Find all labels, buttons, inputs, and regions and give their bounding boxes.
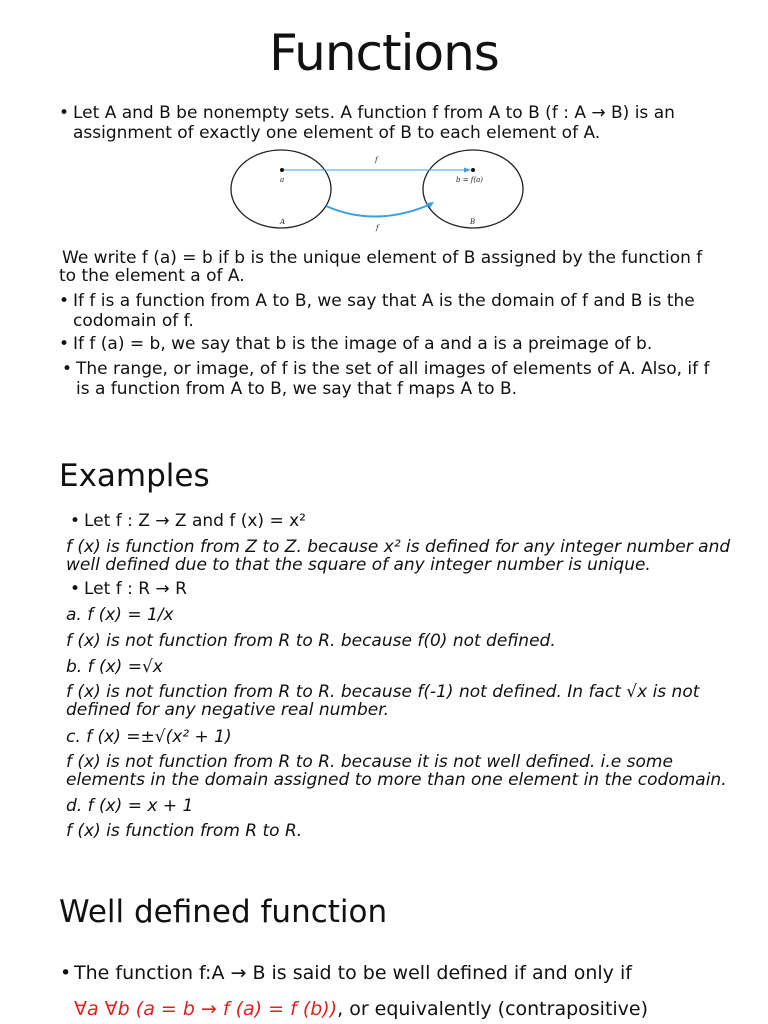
range-line-2: is a function from A to B, we say that f maps A to B. bbox=[76, 379, 518, 399]
set-b-ellipse bbox=[423, 150, 523, 228]
label-a: a bbox=[280, 176, 285, 184]
example-a-definition: a. f (x) = 1/x bbox=[66, 605, 174, 625]
domain-line-1: • If f is a function from A to B, we say that A is the domain of f and B is the bbox=[73, 291, 695, 311]
example-1-line-1: f (x) is function from Z to Z. because x² is defined for any integer number and bbox=[66, 537, 731, 557]
point-a bbox=[280, 168, 284, 172]
image-bullet: • If f (a) = b, we say that b is the image of a and a is a preimage of b. bbox=[73, 334, 652, 354]
examples-heading: Examples bbox=[59, 458, 210, 494]
curved-arrow bbox=[326, 204, 431, 217]
set-a-ellipse bbox=[231, 150, 331, 228]
page-title: Functions bbox=[269, 24, 499, 82]
well-defined-formula: ∀a ∀b (a = b → f (a) = f (b)) bbox=[74, 998, 338, 1020]
notation-line-1: We write f (a) = b if b is the unique element of B assigned by the function f bbox=[62, 248, 703, 268]
example-1-bullet: • Let f : Z → Z and f (x) = x² bbox=[84, 511, 306, 531]
function-mapping-diagram bbox=[226, 148, 538, 234]
domain-line-2: codomain of f. bbox=[73, 311, 194, 331]
range-bullet bbox=[76, 359, 710, 399]
example-a-note: f (x) is not function from R to R. because f(0) not defined. bbox=[66, 631, 556, 651]
example-d-note: f (x) is function from R to R. bbox=[66, 821, 303, 841]
mapping-arrowhead bbox=[464, 168, 471, 173]
example-b-note-2: defined for any negative real number. bbox=[66, 700, 390, 720]
well-defined-heading: Well defined function bbox=[59, 894, 388, 930]
notation-line-2: to the element a of A. bbox=[59, 266, 245, 286]
definition-bullet bbox=[73, 103, 675, 143]
label-f-bottom: f bbox=[376, 224, 379, 232]
example-2-bullet: • Let f : R → R bbox=[84, 579, 187, 599]
well-defined-bullet: • The function f:A → B is said to be well defined if and only if bbox=[74, 962, 632, 984]
label-set-a: A bbox=[280, 218, 286, 226]
example-c-note-1: f (x) is not function from R to R. because it is not well defined. i.e some bbox=[66, 752, 673, 772]
range-line-1: • The range, or image, of f is the set of all images of elements of A. Also, if f bbox=[76, 359, 710, 379]
example-d-definition: d. f (x) = x + 1 bbox=[66, 796, 194, 816]
example-c-note-2: elements in the domain assigned to more than one element in the codomain. bbox=[66, 770, 727, 790]
definition-line-1: • Let A and B be nonempty sets. A function f from A to B (f : A → B) is an bbox=[73, 103, 675, 123]
definition-line-2: assignment of exactly one element of B to each element of A. bbox=[73, 123, 601, 143]
domain-bullet bbox=[73, 291, 695, 331]
well-defined-line-2 bbox=[74, 998, 648, 1020]
example-c-definition: c. f (x) =±√(x² + 1) bbox=[66, 727, 232, 747]
example-b-note-1: f (x) is not function from R to R. because f(-1) not defined. In fact √x is not bbox=[66, 682, 700, 702]
example-b-definition: b. f (x) =√x bbox=[66, 657, 163, 677]
label-b-fa: b = f(a) bbox=[456, 176, 484, 184]
label-f-top: f bbox=[375, 156, 378, 164]
label-set-b: B bbox=[470, 218, 476, 226]
example-1-line-2: well defined due to that the square of any integer number is unique. bbox=[66, 555, 651, 575]
well-defined-line-2-rest: , or equivalently (contrapositive) bbox=[337, 998, 649, 1020]
point-b bbox=[471, 168, 475, 172]
